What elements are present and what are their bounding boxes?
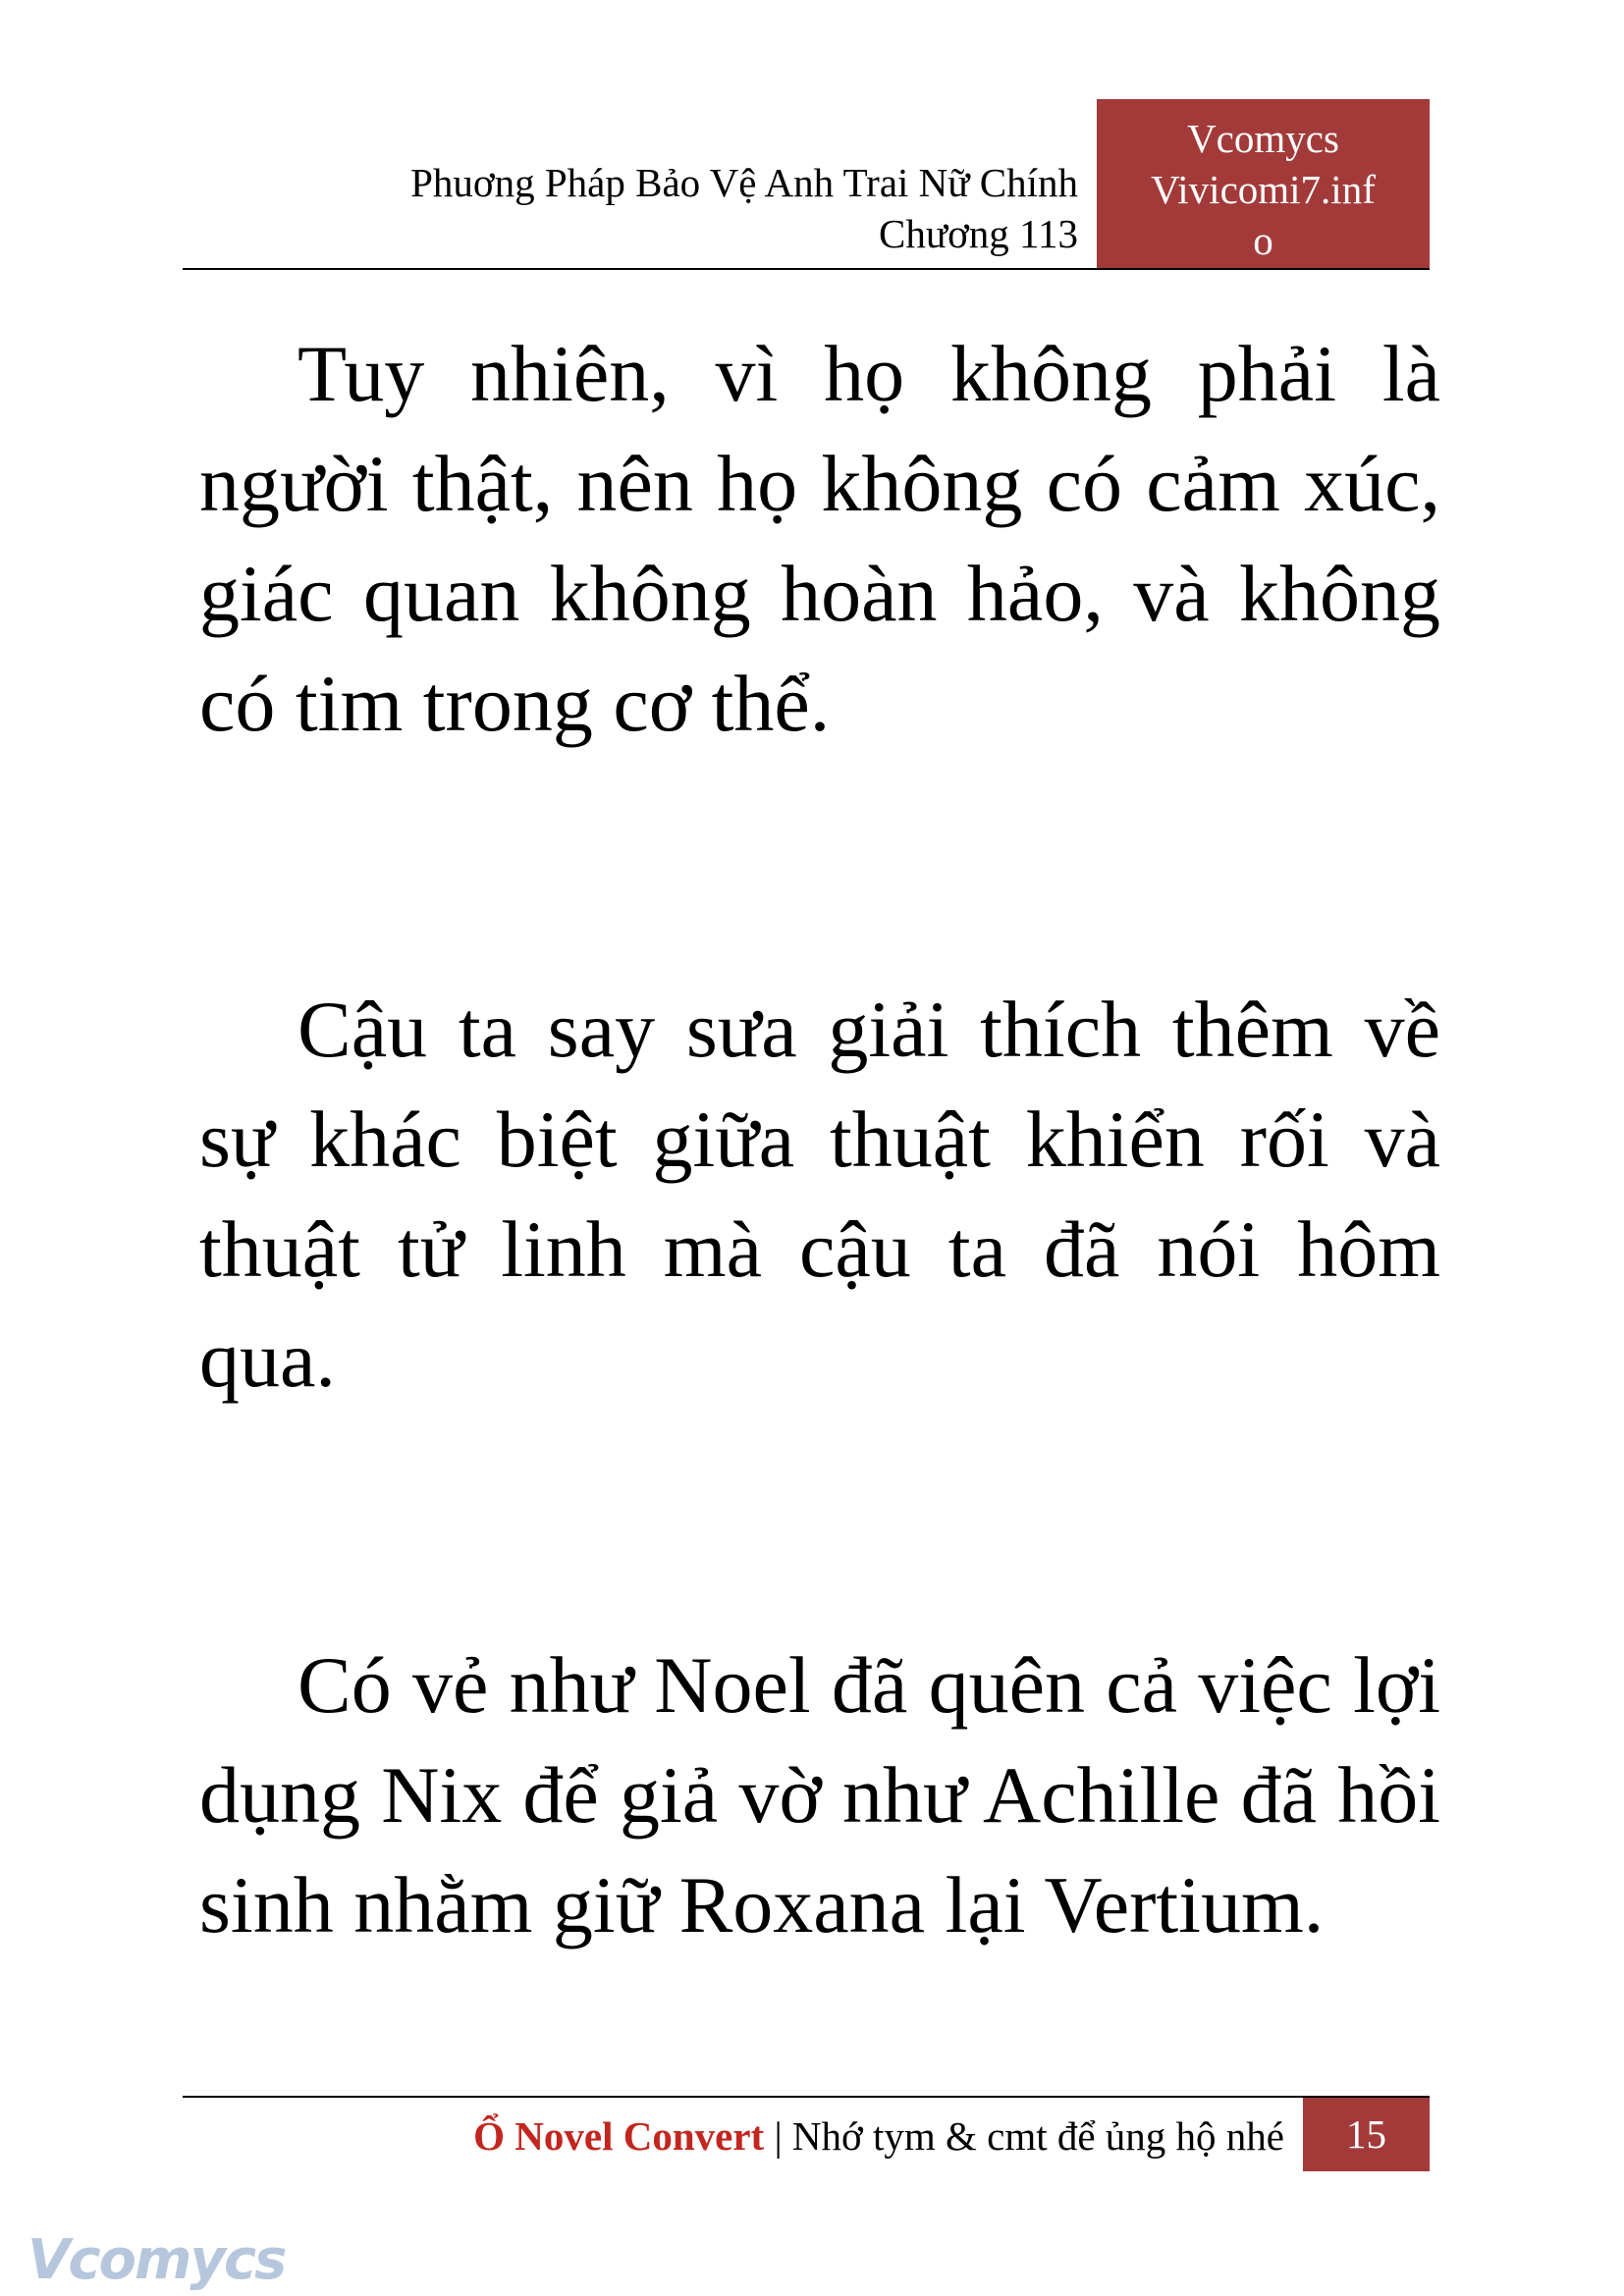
site-badge-line-3: o	[1253, 218, 1273, 263]
footer-note: Nhớ tym & cmt để ủng hộ nhé	[791, 2113, 1284, 2159]
watermark-logo: Vcomycs	[27, 2228, 286, 2292]
site-badge-line-2: Vivicomi7.inf	[1151, 167, 1376, 212]
page-header	[183, 157, 1078, 259]
footer-divider	[183, 2096, 1430, 2098]
page-number: 15	[1303, 2098, 1430, 2171]
site-badge-line-1: Vcomycs	[1187, 116, 1339, 161]
footer-brand: Ổ Novel Convert	[473, 2113, 765, 2159]
chapter-body	[199, 319, 1440, 2176]
site-badge	[1097, 99, 1430, 268]
page-footer	[183, 2105, 1284, 2167]
paragraph: Tuy nhiên, vì họ không phải là người thật, nên họ không có cảm xúc, giác quan không hoàn hảo, và không có tim trong cơ thể.	[199, 329, 1440, 748]
chapter-label: Chương 113	[879, 211, 1078, 256]
paragraph: Có vẻ như Noel đã quên cả việc lợi dụng Nix để giả vờ như Achille đã hồi sinh nhằm giữ Roxana lại Vertium.	[199, 1640, 1440, 1949]
book-title: Phuơng Pháp Bảo Vệ Anh Trai Nữ Chính	[410, 160, 1078, 205]
header-divider	[183, 268, 1430, 270]
paragraph: Cậu ta say sưa giải thích thêm về sự khác biệt giữa thuật khiển rối và thuật tử linh mà cậu ta đã nói hôm qua.	[199, 985, 1440, 1404]
footer-separator: |	[764, 2113, 792, 2159]
